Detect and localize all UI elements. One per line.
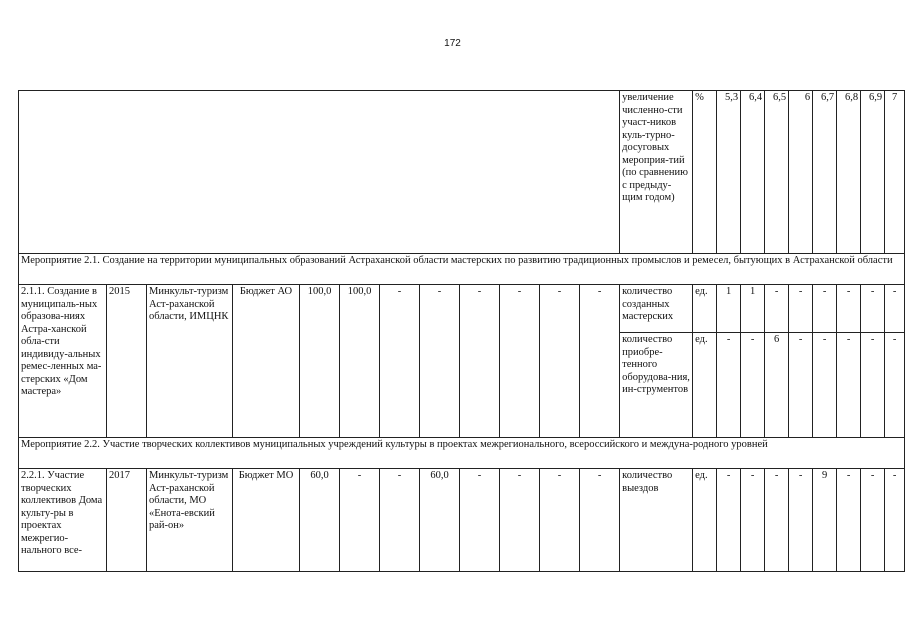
- value-cell: 6,8: [837, 91, 861, 254]
- value-cell: 1: [717, 285, 741, 333]
- value-cell: 6: [789, 91, 813, 254]
- value-cell: 6,7: [813, 91, 837, 254]
- value-cell: -: [813, 285, 837, 333]
- finance-cell: 60,0: [420, 469, 460, 572]
- finance-cell: -: [420, 285, 460, 438]
- value-cell: -: [861, 469, 885, 572]
- year-cell: 2015: [107, 285, 147, 438]
- value-cell: 6,4: [741, 91, 765, 254]
- value-cell: -: [885, 333, 905, 438]
- value-cell: 6,9: [861, 91, 885, 254]
- item-name-cell: 2.2.1. Участие творческих коллективов Дома культу-ры в проектах межрегио-нального все-: [19, 469, 107, 572]
- value-cell: -: [717, 333, 741, 438]
- value-cell: -: [813, 333, 837, 438]
- measure-heading: Мероприятие 2.2. Участие творческих коллективов муниципальных учреждений культуры в проектах межрегионального, всероссийского и междуна-родного уровней: [19, 438, 905, 469]
- value-cell: -: [861, 333, 885, 438]
- page-number: 172: [444, 38, 461, 49]
- value-cell: -: [885, 285, 905, 333]
- empty-continuation-cell: [19, 91, 620, 254]
- table-row: [19, 438, 905, 469]
- unit-cell: ед.: [693, 285, 717, 333]
- indicator-cell: количество выездов: [620, 469, 693, 572]
- indicator-cell: количество приобре-тенного оборудова-ния, ин-струментов: [620, 333, 693, 438]
- value-cell: -: [789, 285, 813, 333]
- value-cell: 6,5: [765, 91, 789, 254]
- finance-cell: -: [380, 469, 420, 572]
- value-cell: -: [861, 285, 885, 333]
- finance-cell: -: [540, 285, 580, 438]
- value-cell: 9: [813, 469, 837, 572]
- source-cell: Бюджет МО: [233, 469, 300, 572]
- value-cell: -: [741, 469, 765, 572]
- finance-cell: 100,0: [300, 285, 340, 438]
- value-cell: 1: [741, 285, 765, 333]
- table-row: [19, 285, 905, 333]
- finance-cell: -: [460, 469, 500, 572]
- value-cell: 7: [885, 91, 905, 254]
- finance-cell: -: [340, 469, 380, 572]
- executor-cell: Минкульт-туризм Аст-раханской области, ИМЦНК: [147, 285, 233, 438]
- table-row: [19, 254, 905, 285]
- value-cell: -: [837, 333, 861, 438]
- source-cell: Бюджет АО: [233, 285, 300, 438]
- value-cell: -: [765, 469, 789, 572]
- indicator-cell: количество созданных мастерских: [620, 285, 693, 333]
- finance-cell: -: [500, 469, 540, 572]
- program-table: [18, 90, 905, 572]
- value-cell: -: [741, 333, 765, 438]
- indicator-cell: увеличение численно-сти участ-ников куль-турно-досуговых мероприя-тий (по сравнению с предыду-щим годом): [620, 91, 693, 254]
- table-row: [19, 91, 905, 254]
- unit-cell: ед.: [693, 469, 717, 572]
- finance-cell: -: [580, 469, 620, 572]
- value-cell: -: [789, 333, 813, 438]
- value-cell: -: [717, 469, 741, 572]
- finance-cell: 60,0: [300, 469, 340, 572]
- finance-cell: -: [460, 285, 500, 438]
- value-cell: 5,3: [717, 91, 741, 254]
- value-cell: -: [789, 469, 813, 572]
- value-cell: 6: [765, 333, 789, 438]
- finance-cell: -: [580, 285, 620, 438]
- finance-cell: -: [540, 469, 580, 572]
- year-cell: 2017: [107, 469, 147, 572]
- value-cell: -: [837, 285, 861, 333]
- value-cell: -: [837, 469, 861, 572]
- finance-cell: -: [500, 285, 540, 438]
- unit-cell: %: [693, 91, 717, 254]
- value-cell: -: [765, 285, 789, 333]
- table-row: [19, 469, 905, 572]
- value-cell: -: [885, 469, 905, 572]
- measure-heading: Мероприятие 2.1. Создание на территории муниципальных образований Астраханской области мастерских по развитию традиционных промыслов и ремесел, бытующих в Астраханской области: [19, 254, 905, 285]
- finance-cell: -: [380, 285, 420, 438]
- executor-cell: Минкульт-туризм Аст-раханской области, МО «Енота-евский рай-он»: [147, 469, 233, 572]
- finance-cell: 100,0: [340, 285, 380, 438]
- unit-cell: ед.: [693, 333, 717, 438]
- item-name-cell: 2.1.1. Создание в муниципаль-ных образова-ниях Астра-ханской обла-сти индивиду-альных ремес-ленных ма-стерских «Дом мастера»: [19, 285, 107, 438]
